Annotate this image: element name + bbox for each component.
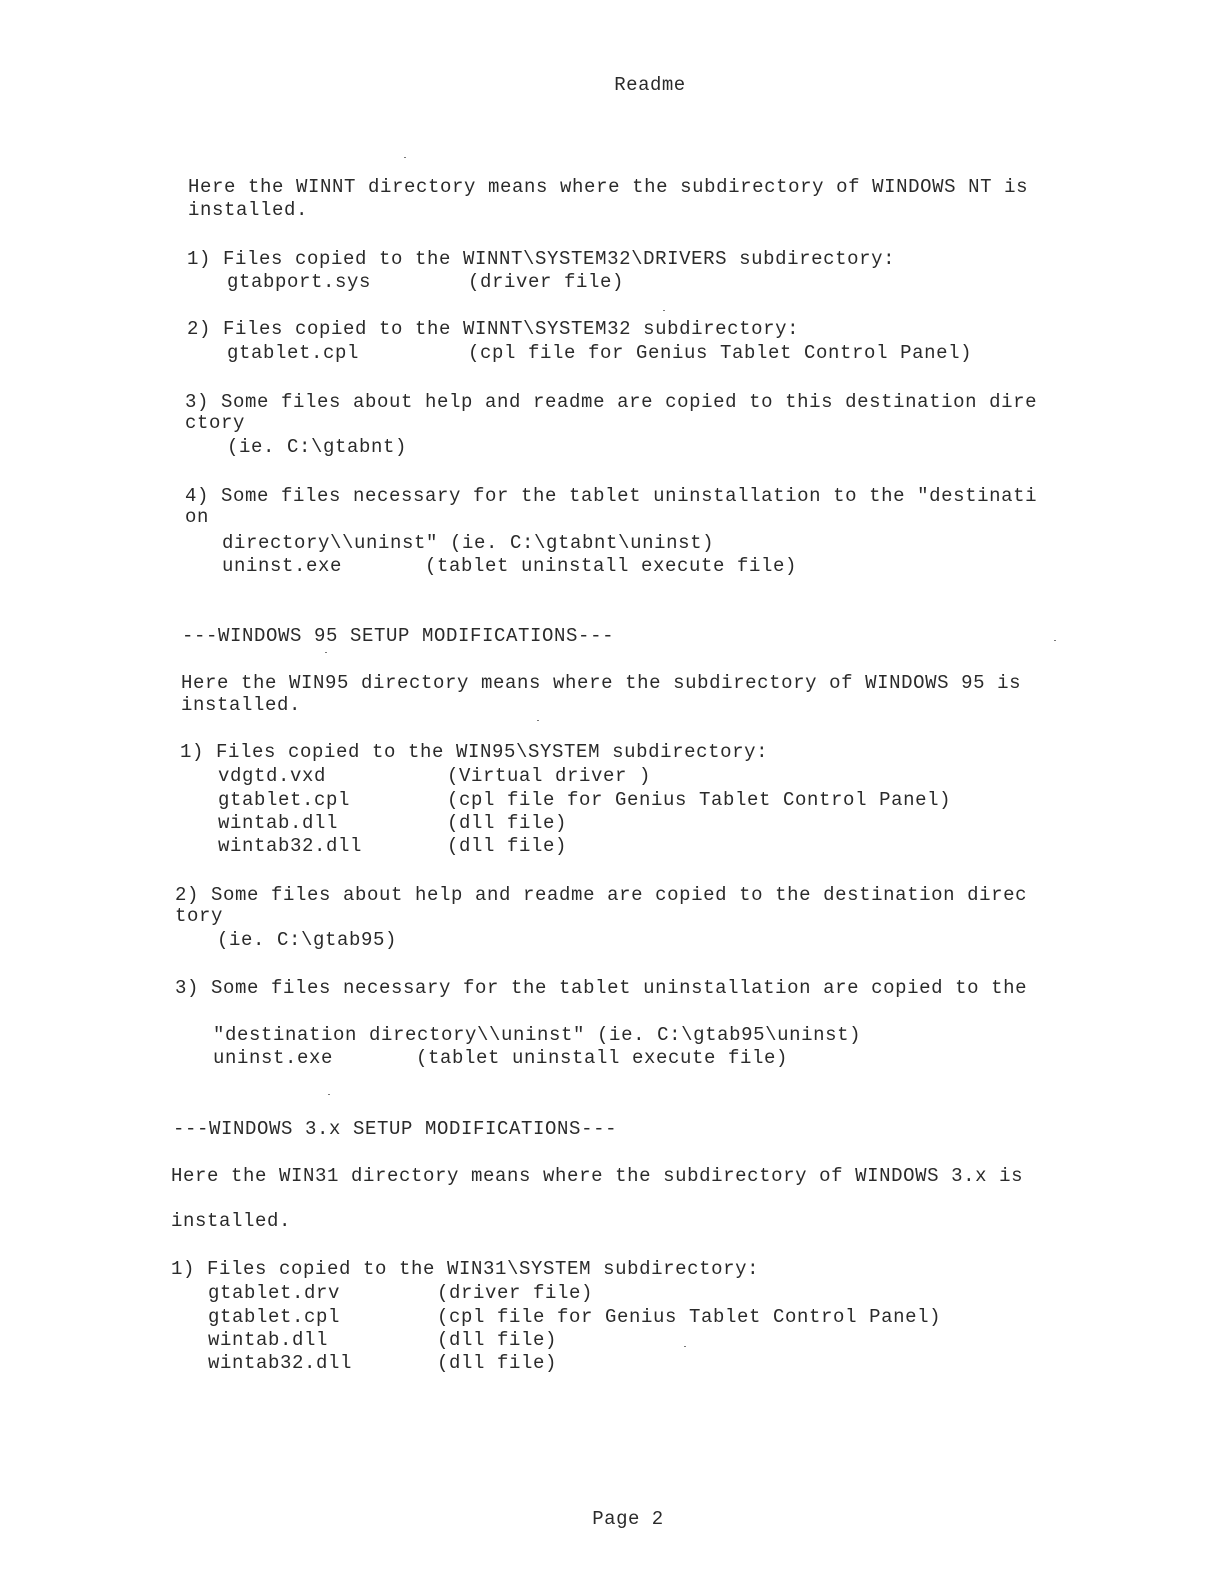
win31-item1-file-desc-3: (dll file) xyxy=(437,1329,558,1351)
scan-speck xyxy=(325,652,327,653)
win95-item1-file-name-1: vdgtd.vxd xyxy=(218,765,327,787)
nt-item4-file-desc: (tablet uninstall execute file) xyxy=(425,555,798,577)
nt-item3-line-3: (ie. C:\gtabnt) xyxy=(227,436,408,458)
nt-item4-file-name: uninst.exe xyxy=(222,555,343,577)
win95-heading: ---WINDOWS 95 SETUP MODIFICATIONS--- xyxy=(182,625,615,647)
nt-item1-file-desc: (driver file) xyxy=(468,271,625,293)
win95-item1-file-name-4: wintab32.dll xyxy=(218,835,363,857)
nt-item3-line-1: 3) Some files about help and readme are copied to this destination dire xyxy=(185,391,1038,413)
win95-item1-file-name-3: wintab.dll xyxy=(218,812,339,834)
win95-item1-file-desc-1: (Virtual driver ) xyxy=(447,765,652,787)
nt-item2-file-desc: (cpl file for Genius Tablet Control Panel) xyxy=(468,342,973,364)
nt-item2-file-name: gtablet.cpl xyxy=(227,342,360,364)
win95-item1-file-desc-2: (cpl file for Genius Tablet Control Panel) xyxy=(447,789,952,811)
win31-item1-title: 1) Files copied to the WIN31\SYSTEM subdirectory: xyxy=(171,1258,760,1280)
win31-item1-file-desc-4: (dll file) xyxy=(437,1352,558,1374)
win31-intro-line-1: Here the WIN31 directory means where the subdirectory of WINDOWS 3.x is xyxy=(171,1165,1024,1187)
win95-intro-line-2: installed. xyxy=(181,694,302,716)
page-footer: Page 2 xyxy=(592,1508,664,1530)
page-header: Readme xyxy=(614,74,686,96)
win95-item3-line-2: "destination directory\\uninst" (ie. C:\gtab95\uninst) xyxy=(213,1024,862,1046)
nt-item4-line-1: 4) Some files necessary for the tablet uninstallation to the "destinati xyxy=(185,485,1038,507)
win95-item3-line-1: 3) Some files necessary for the tablet uninstallation are copied to the xyxy=(175,977,1028,999)
nt-item1-title: 1) Files copied to the WINNT\SYSTEM32\DRIVERS subdirectory: xyxy=(187,248,896,270)
win95-item1-file-desc-3: (dll file) xyxy=(447,812,568,834)
win95-intro-line-1: Here the WIN95 directory means where the subdirectory of WINDOWS 95 is xyxy=(181,672,1022,694)
scan-speck xyxy=(537,720,539,721)
win31-item1-file-name-1: gtablet.drv xyxy=(208,1282,341,1304)
win31-item1-file-desc-2: (cpl file for Genius Tablet Control Panel) xyxy=(437,1306,942,1328)
win95-item1-title: 1) Files copied to the WIN95\SYSTEM subdirectory: xyxy=(180,741,769,763)
scan-speck xyxy=(404,157,406,158)
win31-item1-file-name-2: gtablet.cpl xyxy=(208,1306,341,1328)
scan-speck xyxy=(328,1094,330,1095)
win95-item1-file-desc-4: (dll file) xyxy=(447,835,568,857)
scan-speck xyxy=(684,1346,686,1347)
win95-item3-file-desc: (tablet uninstall execute file) xyxy=(416,1047,789,1069)
win31-item1-file-desc-1: (driver file) xyxy=(437,1282,594,1304)
win31-intro-line-2: installed. xyxy=(171,1210,292,1232)
nt-intro-line-2: installed. xyxy=(188,199,309,221)
win95-item1-file-name-2: gtablet.cpl xyxy=(218,789,351,811)
nt-item4-line-2: on xyxy=(185,506,210,528)
nt-item4-line-3: directory\\uninst" (ie. C:\gtabnt\uninst) xyxy=(222,532,715,554)
win31-item1-file-name-3: wintab.dll xyxy=(208,1329,329,1351)
win95-item3-file-name: uninst.exe xyxy=(213,1047,334,1069)
win31-item1-file-name-4: wintab32.dll xyxy=(208,1352,353,1374)
win95-item2-line-1: 2) Some files about help and readme are copied to the destination direc xyxy=(175,884,1028,906)
win95-item2-line-2: tory xyxy=(175,905,224,927)
scan-speck xyxy=(663,310,665,311)
nt-item3-line-2: ctory xyxy=(185,412,246,434)
win31-heading: ---WINDOWS 3.x SETUP MODIFICATIONS--- xyxy=(173,1118,618,1140)
nt-item2-title: 2) Files copied to the WINNT\SYSTEM32 subdirectory: xyxy=(187,318,800,340)
nt-intro-line-1: Here the WINNT directory means where the subdirectory of WINDOWS NT is xyxy=(188,176,1029,198)
nt-item1-file-name: gtabport.sys xyxy=(227,271,372,293)
scan-speck xyxy=(1054,640,1056,641)
win95-item2-line-3: (ie. C:\gtab95) xyxy=(217,929,398,951)
